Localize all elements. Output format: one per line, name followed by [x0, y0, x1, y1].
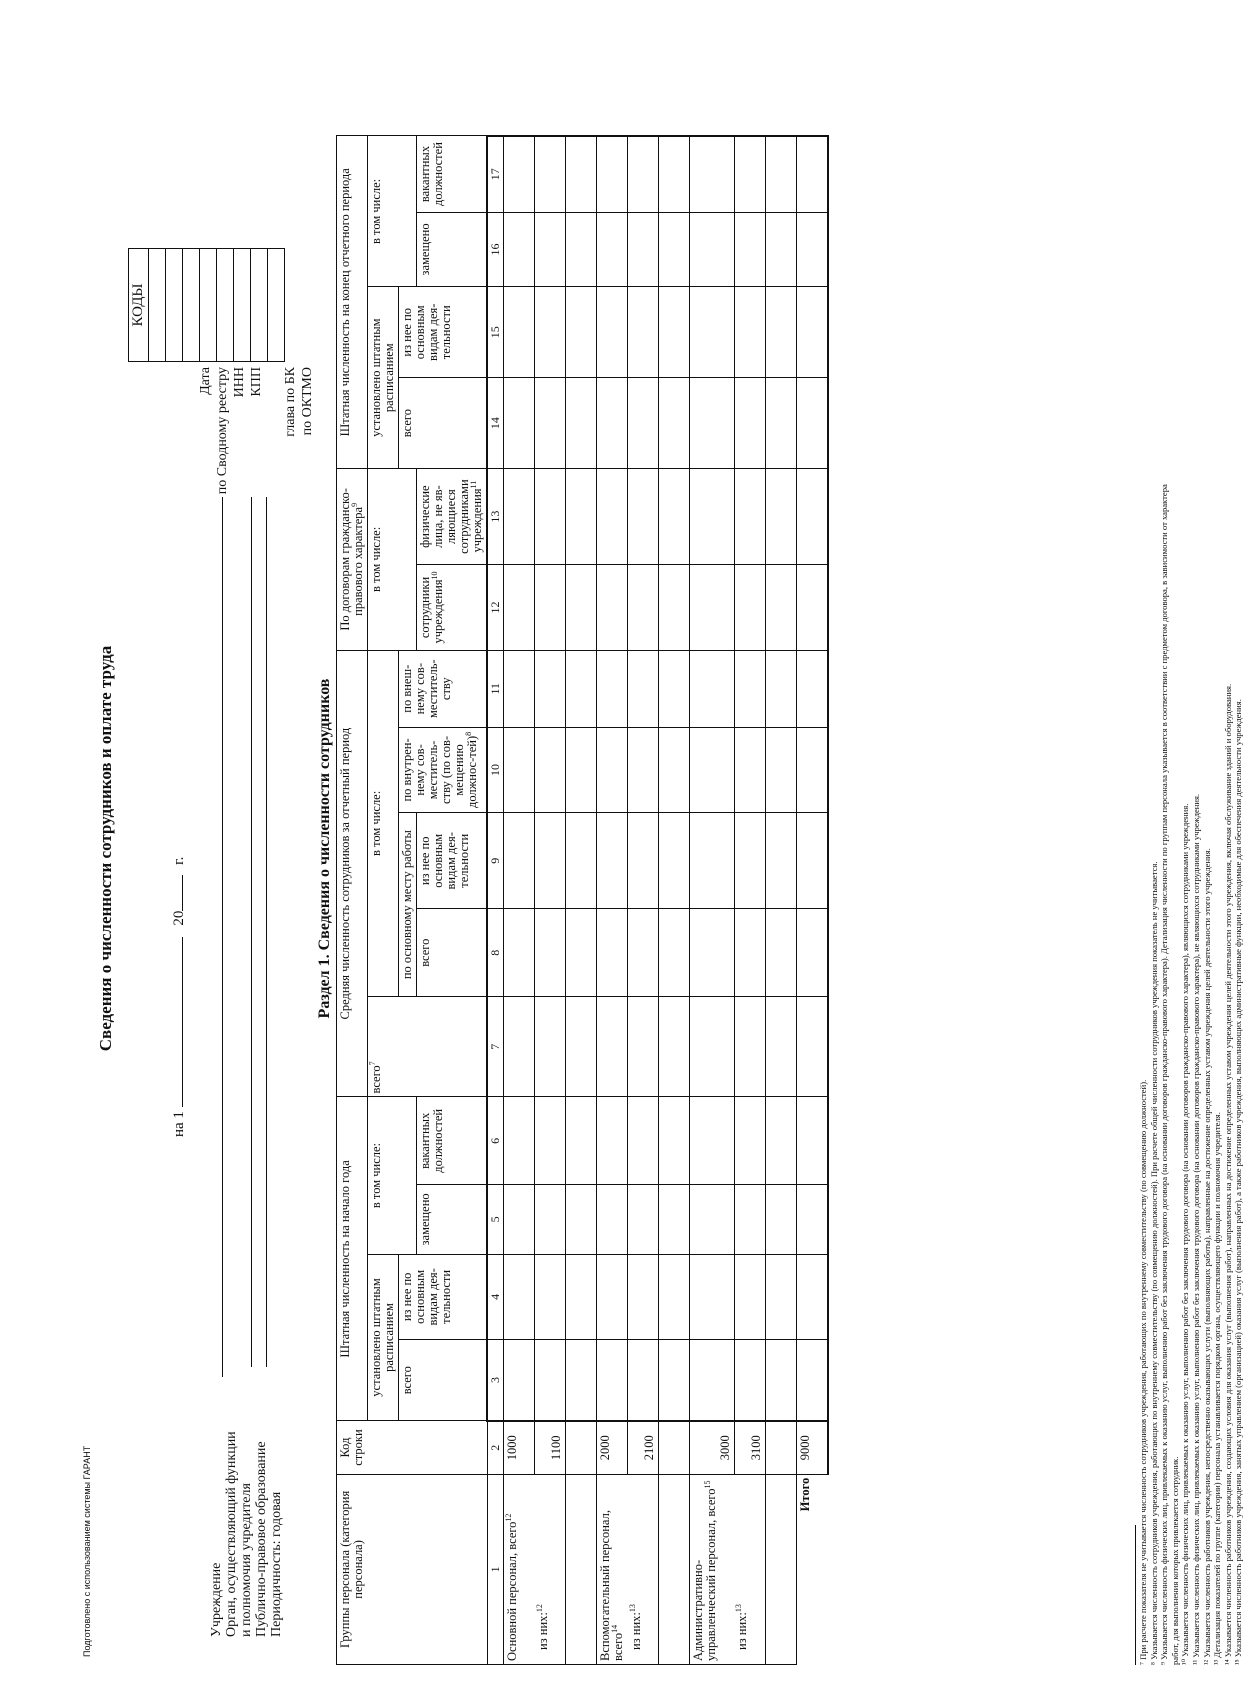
data-cell[interactable]: [734, 1340, 765, 1421]
hdr-incl-end: в том числе:: [368, 136, 417, 287]
data-cell[interactable]: [765, 813, 796, 909]
hdr-staff-end: Штатная численность на конец отчетного периода: [337, 136, 368, 469]
data-cell[interactable]: [765, 650, 796, 727]
code-label-oktmo: по ОКТМО: [300, 367, 315, 436]
data-cell[interactable]: [628, 469, 659, 565]
data-cell[interactable]: [690, 136, 735, 212]
data-cell[interactable]: [597, 727, 628, 813]
data-cell[interactable]: [504, 650, 535, 727]
data-cell[interactable]: [765, 287, 796, 378]
data-cell[interactable]: [628, 650, 659, 727]
data-cell[interactable]: [566, 650, 597, 727]
codes-header: КОДЫ: [129, 249, 149, 362]
hdr-replaced: замещено: [417, 1185, 488, 1254]
data-cell[interactable]: [734, 469, 765, 565]
staff-table: [336, 135, 829, 1665]
data-cell[interactable]: [796, 1340, 828, 1421]
data-cell[interactable]: [566, 727, 597, 813]
data-cell[interactable]: [628, 909, 659, 997]
colnum: 17: [487, 136, 504, 212]
data-cell[interactable]: [535, 1254, 566, 1340]
code-label-registry: по Сводному реестру: [215, 367, 230, 495]
row-code: 2000: [597, 1421, 628, 1474]
data-cell[interactable]: [535, 565, 566, 651]
date-blank-year[interactable]: [170, 875, 183, 911]
data-cell[interactable]: [628, 1340, 659, 1421]
data-cell[interactable]: [659, 1185, 690, 1254]
data-cell[interactable]: [566, 1097, 597, 1185]
label-public-entity: Публично-правовое образование: [254, 1441, 269, 1637]
data-cell[interactable]: [566, 378, 597, 469]
colnum: 11: [487, 650, 504, 727]
data-cell[interactable]: [734, 813, 765, 909]
data-cell[interactable]: [504, 565, 535, 651]
footnote-13: ¹³ Детализация показателей по группе (категории) персонала устанавливается порядком органа, осуществляющего функции и полномочия учредителя.: [1212, 1112, 1223, 1665]
data-cell[interactable]: [690, 650, 735, 727]
colnum: 10: [487, 727, 504, 813]
data-cell[interactable]: [765, 1097, 796, 1185]
colnum: 13: [487, 469, 504, 565]
data-cell[interactable]: [765, 997, 796, 1097]
data-cell[interactable]: [659, 1097, 690, 1185]
footnote-12: ¹² Указывается численность работников учреждения, непосредственно оказывающих услуги (выполняющих работы), направленные на достижение определенных уставом учреждения целей деятельности этого учреждения.: [1201, 848, 1212, 1665]
row-label: из них:$^{12}$: [535, 1474, 566, 1664]
table-row-3000: [690, 136, 735, 1665]
label-institution: Учреждение: [209, 1562, 224, 1637]
hdr-internal: по внутрен-нему сов-меститель-ству (по сов-мещению должнос-тей)$^8$: [399, 727, 488, 813]
data-cell[interactable]: [690, 727, 735, 813]
data-cell[interactable]: [765, 565, 796, 651]
colnum: 4: [487, 1254, 504, 1340]
data-cell[interactable]: [765, 1340, 796, 1421]
data-cell[interactable]: [734, 565, 765, 651]
colnum: 16: [487, 212, 504, 287]
code-cell-form[interactable]: [149, 249, 166, 362]
data-cell[interactable]: [504, 378, 535, 469]
row-label: из них:$^{13}$: [628, 1474, 659, 1664]
data-cell[interactable]: [597, 1340, 628, 1421]
data-cell[interactable]: [690, 1097, 735, 1185]
data-cell[interactable]: [504, 287, 535, 378]
data-cell[interactable]: [659, 136, 690, 212]
colnum: 7: [487, 997, 504, 1097]
data-cell[interactable]: [796, 212, 828, 287]
data-cell[interactable]: [659, 650, 690, 727]
data-cell[interactable]: [765, 212, 796, 287]
hdr-established-end: установлено штатным расписанием: [368, 287, 399, 469]
data-cell[interactable]: [597, 1254, 628, 1340]
data-cell[interactable]: [734, 136, 765, 212]
data-cell[interactable]: [765, 378, 796, 469]
date-suffix: г.: [171, 856, 187, 865]
data-cell[interactable]: [628, 378, 659, 469]
data-cell[interactable]: [765, 727, 796, 813]
data-cell[interactable]: [690, 813, 735, 909]
table-row-1000: [504, 136, 535, 1665]
data-cell[interactable]: [765, 909, 796, 997]
colnum: 12: [487, 565, 504, 651]
data-cell[interactable]: [659, 909, 690, 997]
data-cell[interactable]: [659, 727, 690, 813]
hdr-code: Код строки: [337, 1421, 488, 1474]
label-periodicity: Периодичность: годовая: [269, 1491, 284, 1637]
hdr-physical: физические лица, не яв-ляющиеся сотрудниками учреждения$^{11}$: [417, 469, 488, 565]
data-cell[interactable]: [597, 136, 628, 212]
data-cell[interactable]: [659, 212, 690, 287]
hdr-avg-incl: в том числе:: [368, 650, 399, 996]
institution-field-line[interactable]: [222, 497, 223, 1377]
table-row-3100: [734, 136, 765, 1665]
table-row-blank-2: [659, 136, 690, 1665]
data-cell[interactable]: [734, 727, 765, 813]
data-cell[interactable]: [566, 997, 597, 1097]
code-cell-oktmo[interactable]: [268, 249, 285, 362]
data-cell[interactable]: [566, 1254, 597, 1340]
table-row-blank-1: [566, 136, 597, 1665]
label-founder-organ: Орган, осуществляющий функции: [224, 1431, 239, 1637]
data-cell[interactable]: [504, 909, 535, 997]
data-cell[interactable]: [597, 909, 628, 997]
date-prefix: на 1: [171, 1111, 187, 1137]
data-cell[interactable]: [796, 650, 828, 727]
date-blank-day-month[interactable]: [170, 937, 183, 1107]
data-cell[interactable]: [690, 1340, 735, 1421]
data-cell[interactable]: [597, 469, 628, 565]
data-cell[interactable]: [796, 727, 828, 813]
data-cell[interactable]: [597, 565, 628, 651]
data-cell[interactable]: [690, 378, 735, 469]
row-label: Основной персонал, всего$^{12}$: [504, 1474, 535, 1664]
column-numbers-row: [487, 136, 504, 1665]
public-entity-field-line[interactable]: [266, 497, 267, 1367]
data-cell[interactable]: [597, 650, 628, 727]
data-cell[interactable]: [504, 1097, 535, 1185]
data-cell[interactable]: [535, 469, 566, 565]
data-cell[interactable]: [504, 212, 535, 287]
data-cell[interactable]: [796, 1097, 828, 1185]
data-cell[interactable]: [535, 1097, 566, 1185]
codes-table: [128, 248, 285, 362]
data-cell[interactable]: [597, 997, 628, 1097]
data-cell[interactable]: [734, 378, 765, 469]
data-cell[interactable]: [796, 909, 828, 997]
data-cell[interactable]: [628, 1097, 659, 1185]
data-cell[interactable]: [628, 727, 659, 813]
data-cell[interactable]: [734, 287, 765, 378]
data-cell[interactable]: [628, 212, 659, 287]
data-cell[interactable]: [734, 212, 765, 287]
institution-labels: [209, 1431, 284, 1637]
data-cell[interactable]: [566, 1340, 597, 1421]
data-cell[interactable]: [796, 287, 828, 378]
data-cell[interactable]: [734, 1185, 765, 1254]
data-cell[interactable]: [659, 378, 690, 469]
code-label-inn: ИНН: [232, 367, 247, 398]
data-cell[interactable]: [690, 909, 735, 997]
data-cell[interactable]: [504, 997, 535, 1097]
hdr-contracts: По договорам гражданско-правового характера$^9$: [337, 469, 368, 651]
data-cell[interactable]: [504, 813, 535, 909]
footnote-10: ¹⁰ Указывается численность физических лиц, привлекаемых к оказанию услуг, выполнению работ без заключения трудового договора (на основании договоров гражданско-правового характера), являющихся сотрудниками учреждения.: [1180, 803, 1191, 1665]
row-label: Вспомогательный персонал, всего$^{14}$: [597, 1474, 628, 1664]
data-cell[interactable]: [566, 565, 597, 651]
hdr-avg: Средняя численность сотрудников за отчетный период: [337, 650, 368, 1097]
row-code-blank: [765, 1421, 796, 1474]
hdr-staff-start: Штатная численность на начало года: [337, 1097, 368, 1421]
data-cell[interactable]: [504, 1185, 535, 1254]
code-cell-kpp[interactable]: [217, 249, 234, 362]
data-cell[interactable]: [659, 287, 690, 378]
code-cell-date[interactable]: [166, 249, 183, 362]
code-cell-registry[interactable]: [183, 249, 200, 362]
footnote-divider: [1135, 1525, 1136, 1665]
data-cell[interactable]: [628, 1185, 659, 1254]
row-label: из них:$^{13}$: [734, 1474, 765, 1664]
hdr-contracts-incl: в том числе:: [368, 469, 417, 651]
colnum: 15: [487, 287, 504, 378]
row-code-blank: [659, 1421, 690, 1474]
data-cell[interactable]: [734, 1254, 765, 1340]
data-cell[interactable]: [535, 1185, 566, 1254]
table-row-1100: [535, 136, 566, 1665]
colnum: 9: [487, 813, 504, 909]
data-cell[interactable]: [796, 136, 828, 212]
data-cell[interactable]: [535, 136, 566, 212]
table-row-blank-3: [765, 136, 796, 1665]
hdr-main-from: из нее по основным видам дея-тельности: [417, 813, 488, 909]
data-cell[interactable]: [535, 212, 566, 287]
data-cell[interactable]: [734, 1097, 765, 1185]
colnum: 5: [487, 1185, 504, 1254]
data-cell[interactable]: [659, 1340, 690, 1421]
row-code-blank: [566, 1421, 597, 1474]
data-cell[interactable]: [597, 1097, 628, 1185]
data-cell[interactable]: [566, 287, 597, 378]
data-cell[interactable]: [628, 1254, 659, 1340]
code-label-kpp: КПП: [249, 367, 264, 397]
hdr-incl: в том числе:: [368, 1097, 417, 1254]
colnum: 3: [487, 1340, 504, 1421]
data-cell[interactable]: [734, 650, 765, 727]
data-cell[interactable]: [796, 813, 828, 909]
data-cell[interactable]: [535, 1340, 566, 1421]
data-cell[interactable]: [566, 469, 597, 565]
colnum: 1: [487, 1474, 504, 1664]
table-row-9000: [796, 136, 828, 1665]
data-cell[interactable]: [504, 727, 535, 813]
data-cell[interactable]: [659, 469, 690, 565]
data-cell[interactable]: [597, 813, 628, 909]
data-cell[interactable]: [734, 909, 765, 997]
data-cell[interactable]: [504, 136, 535, 212]
data-cell[interactable]: [796, 1254, 828, 1340]
date-year: 20: [171, 910, 187, 926]
row-label-blank: [659, 1474, 690, 1664]
form-title: Сведения о численности сотрудников и оплате труда: [96, 645, 115, 1052]
data-cell[interactable]: [796, 1185, 828, 1254]
hdr-from-main-end: из нее по основным видам дея-тельности: [399, 287, 488, 378]
hdr-avg-total: всего$^7$: [368, 997, 488, 1097]
data-cell[interactable]: [535, 997, 566, 1097]
hdr-main-total: всего: [417, 909, 488, 997]
code-cell-bk[interactable]: [251, 249, 268, 362]
footnote-15: ¹⁵ Указывается численность работников учреждения, занятых управлением (организацией) оказания услуг (выполнения работ), а также работников учреждения, выполняющих административные функции, необходимые для обеспечения деятельности учреждения.: [1233, 699, 1244, 1665]
hdr-total: всего: [399, 1340, 488, 1421]
row-code: 3100: [734, 1421, 765, 1474]
data-cell[interactable]: [765, 469, 796, 565]
footnote-7: ⁷ При расчете показателя не учитывается численность сотрудников учреждения, работающих по внутреннему совместительству (по совмещению должностей).: [1138, 1079, 1148, 1665]
footnotes: [1138, 35, 1244, 1665]
data-cell[interactable]: [659, 813, 690, 909]
data-cell[interactable]: [566, 1185, 597, 1254]
hdr-vacant: вакантных должностей: [417, 1097, 488, 1185]
colnum: 8: [487, 909, 504, 997]
data-cell[interactable]: [566, 813, 597, 909]
data-cell[interactable]: [566, 909, 597, 997]
data-cell[interactable]: [659, 1254, 690, 1340]
data-cell[interactable]: [535, 813, 566, 909]
data-cell[interactable]: [628, 813, 659, 909]
section-title: Раздел 1. Сведения о численности сотрудников: [316, 678, 333, 1019]
data-cell[interactable]: [597, 287, 628, 378]
data-cell[interactable]: [597, 1185, 628, 1254]
data-cell[interactable]: [566, 212, 597, 287]
row-code: 2100: [628, 1421, 659, 1474]
data-cell[interactable]: [690, 287, 735, 378]
hdr-group: Группы персонала (категория персонала): [337, 1474, 488, 1664]
data-cell[interactable]: [659, 565, 690, 651]
data-cell[interactable]: [690, 565, 735, 651]
code-label-date: Дата: [198, 367, 213, 395]
data-cell[interactable]: [796, 378, 828, 469]
code-cell-blank[interactable]: [234, 249, 251, 362]
hdr-employees: сотрудники учреждения$^{10}$: [417, 565, 488, 651]
colnum: 6: [487, 1097, 504, 1185]
table-row-2000: [597, 136, 628, 1665]
data-cell[interactable]: [535, 909, 566, 997]
row-label: Административно-управленческий персонал, всего$^{15}$: [690, 1474, 735, 1664]
data-cell[interactable]: [566, 136, 597, 212]
data-cell[interactable]: [796, 997, 828, 1097]
row-label-blank: [765, 1474, 796, 1664]
hdr-replaced-end: замещено: [417, 212, 488, 287]
data-cell[interactable]: [765, 1185, 796, 1254]
data-cell[interactable]: [535, 287, 566, 378]
garant-watermark: Подготовлено с использованием системы ГАРАНТ: [82, 1445, 92, 1657]
code-label-bk: глава по БК: [283, 367, 298, 437]
hdr-total-end: всего: [399, 378, 488, 469]
label-founder-organ-cont: и полномочия учредителя: [239, 1483, 254, 1637]
data-cell[interactable]: [628, 565, 659, 651]
table-row-2100: [628, 136, 659, 1665]
codes-labels: [197, 367, 316, 547]
row-code: 1100: [535, 1421, 566, 1474]
footnote-11: ¹¹ Указывается численность физических лиц, привлекаемых к оказанию услуг, выполнению работ без заключения трудового договора (на основании договоров гражданско-правового характера), не являющихся сотрудниками учреждения.: [1190, 793, 1201, 1665]
hdr-established: установлено штатным расписанием: [368, 1254, 399, 1421]
data-cell[interactable]: [597, 212, 628, 287]
hdr-main-place: по основному месту работы: [399, 813, 417, 997]
founder-field-line[interactable]: [251, 497, 252, 1367]
data-cell[interactable]: [690, 997, 735, 1097]
report-date-line: [170, 857, 188, 1137]
code-cell-inn[interactable]: [200, 249, 217, 362]
colnum: 2: [487, 1421, 504, 1474]
data-cell[interactable]: [765, 1254, 796, 1340]
data-cell[interactable]: [734, 997, 765, 1097]
data-cell[interactable]: [535, 650, 566, 727]
hdr-vacant-end: вакантных должностей: [417, 136, 488, 212]
data-cell[interactable]: [796, 469, 828, 565]
footnote-9-cont: работ, для выполнения которых привлекается сотрудник.: [1169, 1456, 1180, 1665]
data-cell[interactable]: [765, 136, 796, 212]
row-label-total: Итого: [797, 1477, 812, 1512]
row-label-blank: [566, 1474, 597, 1664]
data-cell[interactable]: [690, 212, 735, 287]
row-code: 3000: [690, 1421, 735, 1474]
data-cell[interactable]: [628, 287, 659, 378]
data-cell[interactable]: [690, 1185, 735, 1254]
data-cell[interactable]: [504, 469, 535, 565]
data-cell[interactable]: [504, 1340, 535, 1421]
hdr-from-main: из нее по основным видам дея-тельности: [399, 1254, 488, 1340]
data-cell[interactable]: [690, 1254, 735, 1340]
data-cell[interactable]: [535, 378, 566, 469]
row-code: 1000: [504, 1421, 535, 1474]
data-cell[interactable]: [796, 565, 828, 651]
code-label-blank: [265, 367, 282, 547]
colnum: 14: [487, 378, 504, 469]
data-cell[interactable]: [504, 1254, 535, 1340]
footnote-8: ⁸ Указывается численность сотрудников учреждения, работающих по внутреннему совместительству (по совмещению должностей). При расчете общей численности сотрудников учреждения показатель не учитывается.: [1148, 861, 1159, 1665]
data-cell[interactable]: [659, 997, 690, 1097]
footnote-14: ¹⁴ Указывается численность работников учреждения, создающих условия для оказания услуг (выполнения работ), направленных на достижение определенных уставом учреждения целей деятельности этого учреждения, включая обслуживание зданий и оборудования.: [1222, 683, 1233, 1665]
data-cell[interactable]: [597, 378, 628, 469]
data-cell[interactable]: [628, 136, 659, 212]
data-cell[interactable]: [690, 469, 735, 565]
hdr-external: по внеш-нему сов-меститель-ству: [399, 650, 488, 727]
footnote-9: ⁹ Указывается численность физических лиц, привлекаемых к оказанию услуг, выполнению работ без заключения трудового договора (на основании договоров гражданско-правового характера). Детализация численности по группам персонала указывается в соответствии с предметом договора, в зависимости от характера: [1159, 484, 1170, 1665]
data-cell[interactable]: [535, 727, 566, 813]
row-code: 9000: [796, 1421, 828, 1474]
data-cell[interactable]: [628, 997, 659, 1097]
